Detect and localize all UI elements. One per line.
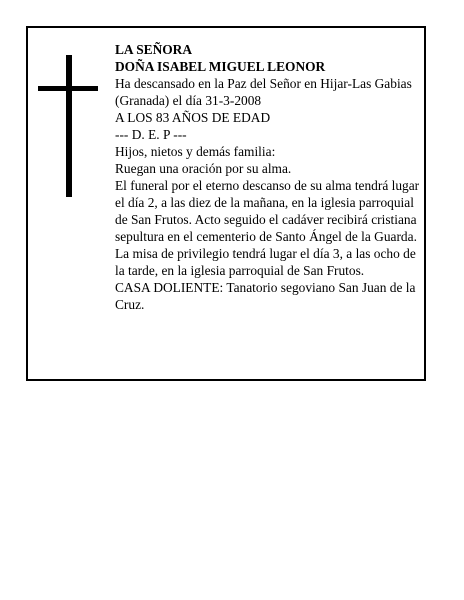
notice-title: LA SEÑORA (115, 42, 193, 57)
family-line: Hijos, nietos y demás familia: (115, 144, 276, 159)
mourning-house: CASA DOLIENTE: Tanatorio segoviano San Juan de la Cruz. (115, 280, 416, 312)
funeral-details: El funeral por el eterno descanso de su alma tendrá lugar el día 2, a las diez de la mañana, en la iglesia parroquial de San Frutos. Acto seguido el cadáver recibirá cristiana sepultura en el cementerio de Santo Ángel de la Guarda. La misa de privilegio tendrá lugar el día 3, a las ocho de la tarde, en la iglesia parroquial de San Frutos. (115, 178, 420, 278)
cross-vertical-bar (66, 55, 72, 197)
death-statement: Ha descansado en la Paz del Señor en Hijar-Las Gabias (Granada) el día 31-3-2008 (115, 76, 412, 108)
rip-line: --- D. E. P --- (115, 127, 187, 142)
obituary-text (115, 41, 420, 313)
age-statement: A LOS 83 AÑOS DE EDAD (115, 110, 271, 125)
prayer-request: Ruegan una oración por su alma. (115, 161, 292, 176)
deceased-name: DOÑA ISABEL MIGUEL LEONOR (115, 59, 326, 74)
obituary-notice (26, 26, 426, 381)
cross-horizontal-bar (38, 86, 98, 91)
